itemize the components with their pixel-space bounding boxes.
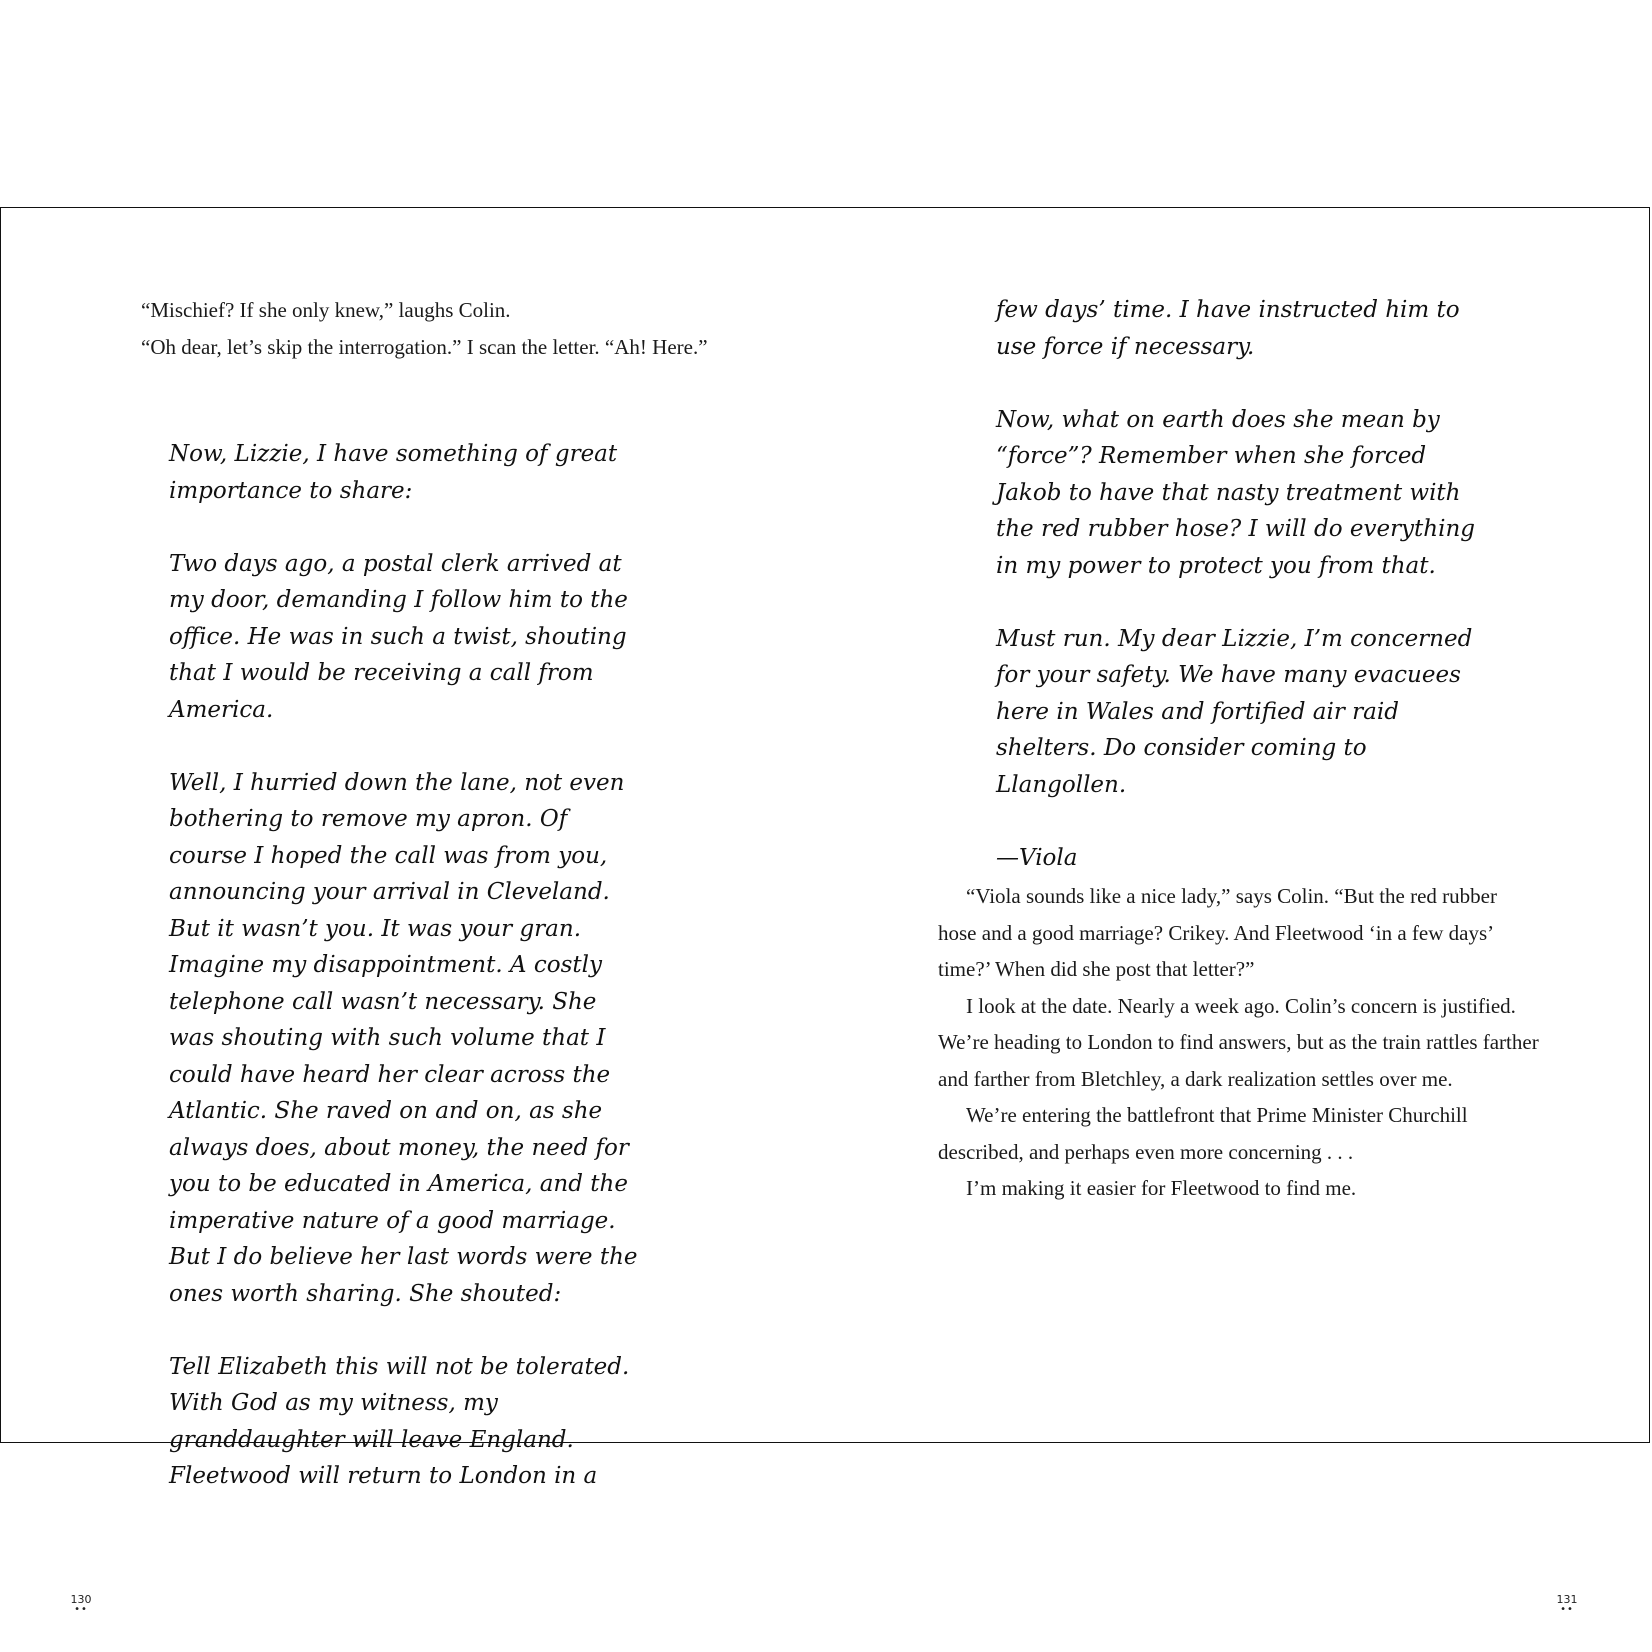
letter-paragraph: Well, I hurried down the lane, not even bothering to remove my apron. Of course I hoped the call was from you, announcing your arrival in Cleveland. But it wasn’t you. It was your gran. Imagine my disappointment. A costly telephone call wasn’t necessary. She was shouting with such volume that I could have heard her clear across the Atlantic. She raved on and on, as she always does, about money, the need for you to be educated in America, and the imperative nature of a good marriage. But I do believe her last words were the ones worth sharing. She shouted:: [169, 769, 638, 1307]
prose-paragraph: “Viola sounds like a nice lady,” says Colin. “But the red rubber hose and a good marriage? Crikey. And Fleetwood ‘in a few days’ time?’ When did she post that letter?”: [938, 884, 1497, 981]
left-letter: [169, 436, 647, 1495]
letter-paragraph: Tell Elizabeth this will not be tolerated. With God as my witness, my granddaughter will leave England. Fleetwood will return to London in a: [169, 1353, 630, 1489]
prose-paragraph: We’re entering the battlefront that Prime Minister Churchill described, and perhaps even more concerning . . .: [938, 1103, 1468, 1164]
book-spread: [0, 207, 1650, 1615]
prose-paragraph: I’m making it easier for Fleetwood to find me.: [966, 1176, 1357, 1200]
letter-paragraph: few days’ time. I have instructed him to use force if necessary.: [996, 297, 1460, 360]
letter-paragraph: Now, Lizzie, I have something of great importance to share:: [169, 441, 618, 504]
right-prose: [938, 878, 1540, 1207]
letter-paragraph: Two days ago, a postal clerk arrived at my door, demanding I follow him to the office. He was in such a twist, shouting that I would be receiving a call from America.: [169, 550, 628, 723]
left-prose: [113, 292, 713, 365]
prose-paragraph: “Mischief? If she only knew,” laughs Colin.: [141, 298, 511, 322]
page-number: 131: [1556, 1593, 1578, 1606]
letter-paragraph: Must run. My dear Lizzie, I’m concerned for your safety. We have many evacuees here in Wales and fortified air raid shelters. Do consider coming to Llangollen.: [996, 625, 1473, 798]
right-letter: [996, 292, 1496, 876]
page-number: 130: [70, 1593, 92, 1606]
letter-paragraph: Now, what on earth does she mean by “force”? Remember when she forced Jakob to have that nasty treatment with the red rubber hose? I will do everything in my power to protect you from that.: [996, 406, 1476, 579]
left-page: [1, 208, 826, 1615]
page-number-left: [69, 1593, 93, 1614]
letter-signature: —Viola: [996, 844, 1078, 871]
right-page: [826, 208, 1651, 1615]
prose-paragraph: “Oh dear, let’s skip the interrogation.” I scan the letter. “Ah! Here.”: [141, 334, 708, 359]
page-number-right: [1555, 1593, 1579, 1614]
folio-dots: ••: [74, 1604, 88, 1615]
prose-paragraph: I look at the date. Nearly a week ago. Colin’s concern is justified. We’re heading to London to find answers, but as the train rattles farther and farther from Bletchley, a dark realization settles over me.: [938, 993, 1539, 1091]
folio-dots: ••: [1560, 1604, 1574, 1615]
